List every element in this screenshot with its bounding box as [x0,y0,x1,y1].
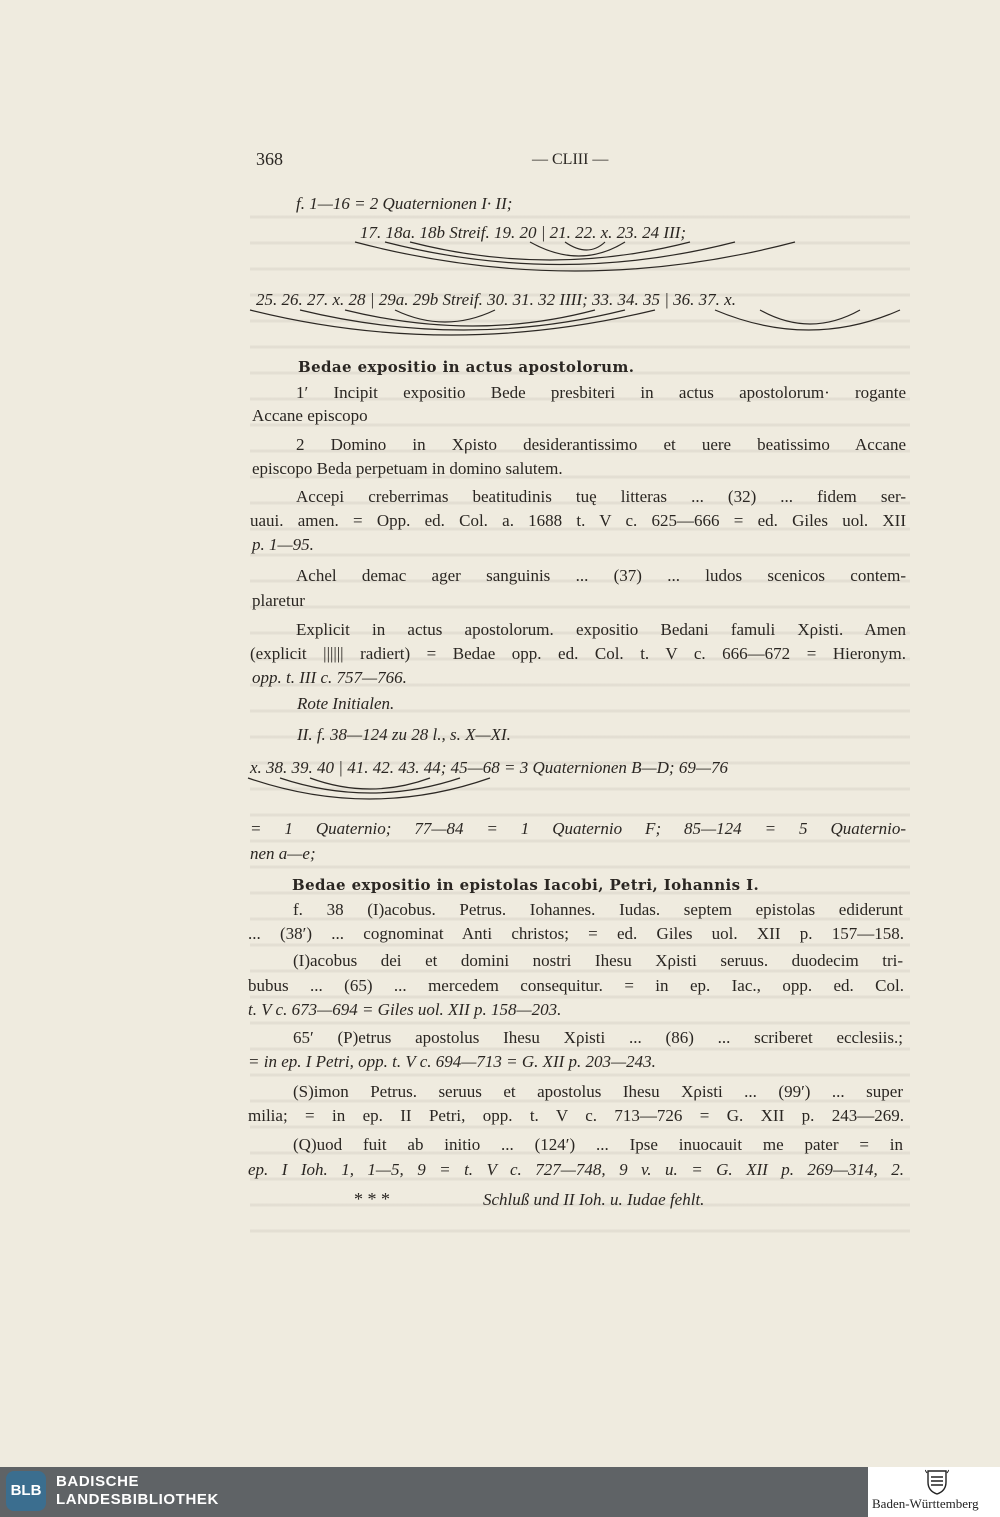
quire-arc [250,310,655,335]
text-line: Accane episcopo [252,406,368,425]
quire-arc [300,310,625,330]
quire-arc [248,778,490,799]
text-line: (explicit |||||| radiert) = Bedae opp. ed. Col. t. V c. 666—672 = Hieronym. [250,644,906,663]
collation-line: x. 38. 39. 40 | 41. 42. 43. 44; 45—68 = 3 Quaternionen B—D; 69—76 [250,758,728,777]
section-heading: Bedae expositio in actus apostolorum. [298,358,635,376]
quire-arc [355,242,795,271]
quire-arc [715,310,900,330]
blb-logo[interactable]: BLB [6,1471,46,1511]
text-line: bubus ... (65) ... mercedem consequitur. = in ep. Iac., opp. ed. Col. [248,976,904,995]
text-line: ep. I Ioh. 1, 1—5, 9 = t. V c. 727—748, 9 v. u. = G. XII p. 269—314, 2. [248,1160,904,1179]
text-line: 2 Domino in Xρisto desiderantissimo et uere beatissimo Accane [296,435,906,454]
page-number: 368 [256,149,283,169]
state-label: Baden-Württemberg [872,1496,979,1511]
section-heading: Bedae expositio in epistolas Iacobi, Petri, Iohannis I. [292,876,760,894]
collation-line-2: 17. 18a. 18b Streif. 19. 20 | 21. 22. x. 23. 24 III; [360,223,687,242]
text-line: t. V c. 673—694 = Giles uol. XII p. 158—203. [248,1000,562,1019]
text-line: milia; = in ep. II Petri, opp. t. V c. 713—726 = G. XII p. 243—269. [248,1106,904,1125]
quire-arc [395,310,495,322]
text-line: Explicit in actus apostolorum. expositio Bedani famuli Xρisti. Amen [296,620,906,639]
text-line: (S)imon Petrus. seruus et apostolus Ihesu Xρisti ... (99′) ... super [293,1082,903,1101]
closing-note: Schluß und II Ioh. u. Iudae fehlt. [483,1190,705,1209]
text-line: Rote Initialen. [297,694,395,713]
quire-arc [760,310,860,324]
text-line: episcopo Beda perpetuam in domino salutem. [252,459,563,478]
text-line: (I)acobus dei et domini nostri Ihesu Xρisti seruus. duodecim tri- [293,951,903,970]
quire-arc [530,242,625,256]
quire-arc [280,778,460,793]
text-line: Achel demac ager sanguinis ... (37) ... ludos scenicos contem- [296,566,906,585]
text-line: Accepi creberrimas beatitudinis tuę litteras ... (32) ... fidem ser- [296,487,906,506]
text-line: plaretur [252,591,305,610]
part-heading: II. f. 38—124 zu 28 l., s. X—XI. [297,725,511,744]
text-line: opp. t. III c. 757—766. [252,668,407,687]
text-line: 65′ (P)etrus apostolus Ihesu Xρisti ... (86) ... scriberet ecclesiis.; [293,1028,903,1047]
text-line: 1′ Incipit expositio Bede presbiteri in actus apostolorum· rogante [296,383,906,402]
text-line: p. 1—95. [252,535,314,554]
text-line: f. 38 (I)acobus. Petrus. Iohannes. Iudas. septem epistolas ediderunt [293,900,903,919]
text-line: ... (38′) ... cognominat Anti christos; = ed. Giles uol. XII p. 157—158. [248,924,904,943]
quire-arc [385,242,735,265]
library-name-line-2: LANDESBIBLIOTHEK [56,1491,219,1508]
running-head: — CLIII — [532,151,609,168]
text-line: uaui. amen. = Opp. ed. Col. a. 1688 t. V c. 625—666 = ed. Giles uol. XII [250,511,906,530]
quire-arc [410,242,690,260]
text-line: = in ep. I Petri, opp. t. V c. 694—713 = G. XII p. 203—243. [248,1052,656,1071]
collation-line-1: f. 1—16 = 2 Quaternionen I· II; [296,194,513,213]
text-line: (Q)uod fuit ab initio ... (124′) ... Ipse inuocauit me pater = in [293,1135,903,1154]
quire-arc [310,778,430,789]
collation-line: nen a—e; [250,844,316,863]
asterism: * * * [354,1189,390,1209]
quire-arc [345,310,595,326]
library-name-line-1: BADISCHE [56,1473,140,1490]
collation-line: = 1 Quaternio; 77—84 = 1 Quaternio F; 85—124 = 5 Quaternio- [250,819,906,838]
coat-of-arms-icon [925,1469,949,1495]
collation-line-3: 25. 26. 27. x. 28 | 29a. 29b Streif. 30. 31. 32 IIII; 33. 34. 35 | 36. 37. x. [256,290,736,309]
